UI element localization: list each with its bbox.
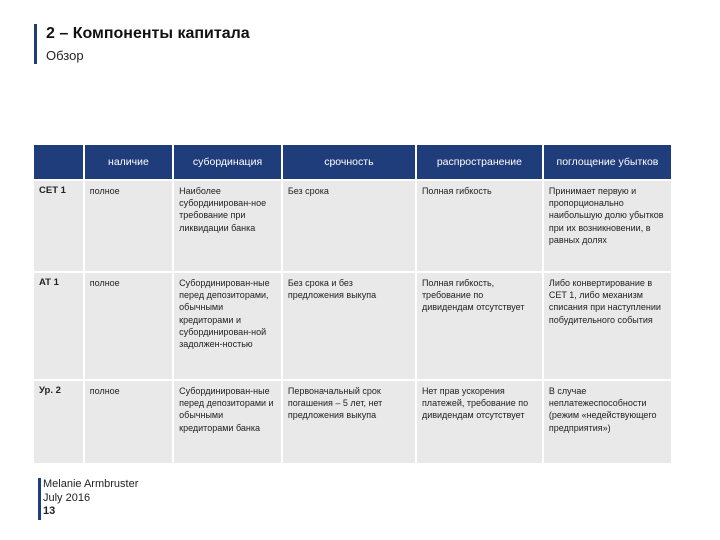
table-cell: Полная гибкость, требование по дивидендам отсутствует: [417, 273, 542, 379]
table-row: [34, 381, 671, 463]
table-cell: Либо конвертирование в CET 1, либо механизм списания при наступлении побудительного события: [544, 273, 671, 379]
footer-text: [43, 478, 138, 519]
footer-date: July 2016: [43, 491, 91, 504]
row-label: Ур. 2: [34, 381, 83, 463]
table-header-row: [34, 145, 671, 179]
table-cell: Без срока: [283, 181, 415, 271]
page-title: 2 – Компоненты капитала: [46, 25, 250, 42]
row-label: CET 1: [34, 181, 83, 271]
page-subtitle: Обзор: [46, 48, 84, 63]
column-header-maturity: срочность: [283, 145, 415, 179]
table-cell: В случае неплатежеспособности (режим «недействующего предприятия»): [544, 381, 671, 463]
table-cell: Субординирован-ные перед депозиторами, обычными кредиторами и субординирован-ной задолжен-ностью: [174, 273, 281, 379]
column-header-loss-absorption: поглощение убытков: [544, 145, 671, 179]
table-cell: Без срока и без предложения выкупа: [283, 273, 415, 379]
table-row: [34, 181, 671, 271]
column-header-subordination: субординация: [174, 145, 281, 179]
table-cell: Первоначальный срок погашения – 5 лет, нет предложения выкупа: [283, 381, 415, 463]
table-cell: Нет прав ускорения платежей, требование по дивидендам отсутствует: [417, 381, 542, 463]
table-cell: полное: [85, 181, 172, 271]
capital-components-table: [32, 143, 673, 465]
table-cell: Принимает первую и пропорционально наибольшую долю убытков при их возникновении, в равных долях: [544, 181, 671, 271]
table-cell: Полная гибкость: [417, 181, 542, 271]
column-header-distribution: распространение: [417, 145, 542, 179]
footer-accent-bar: [38, 478, 41, 520]
title-accent-bar: [34, 24, 37, 64]
table-cell: полное: [85, 273, 172, 379]
page-number: 13: [43, 505, 56, 517]
column-header: [34, 145, 83, 179]
table-cell: Наиболее субординирован-ное требование при ликвидации банка: [174, 181, 281, 271]
footer-author: Melanie Armbruster: [43, 478, 139, 490]
column-header-availability: наличие: [85, 145, 172, 179]
table-cell: Субординирован-ные перед депозиторами и обычными кредиторами банка: [174, 381, 281, 463]
table-cell: полное: [85, 381, 172, 463]
row-label: AT 1: [34, 273, 83, 379]
table-row: [34, 273, 671, 379]
